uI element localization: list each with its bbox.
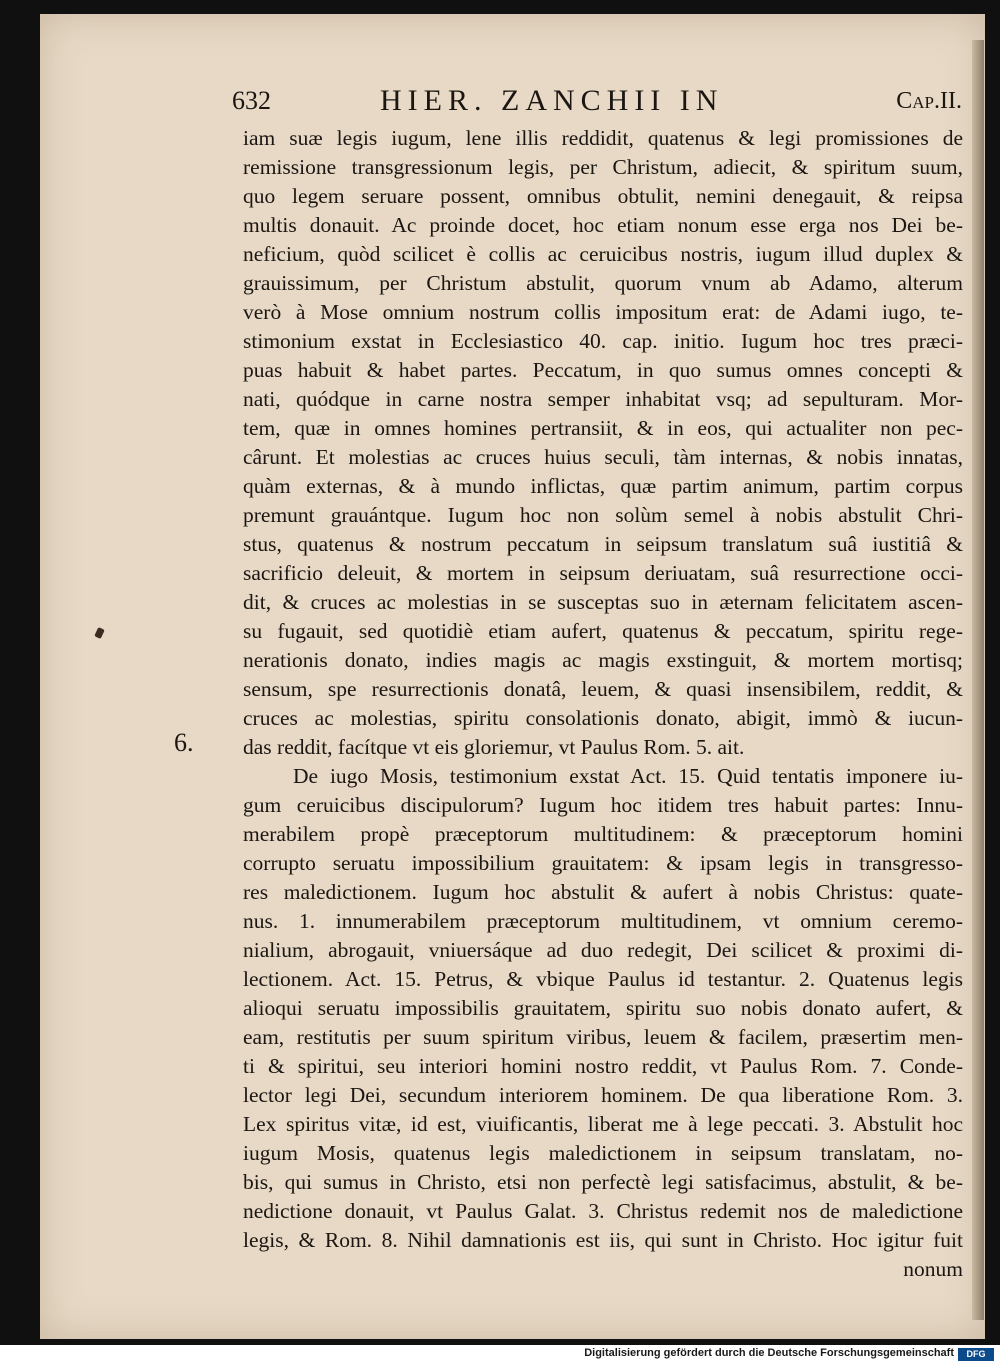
text-line: stus, quatenus & nostrum peccatum in seipsum translatum suâ iustitiâ & bbox=[243, 532, 963, 556]
margin-note: 6. bbox=[174, 728, 194, 757]
text-line: quo legem seruare possent, omnibus obtulit, nemini denegauit, & reipsa bbox=[243, 184, 963, 208]
text-line: lectionem. Act. 15. Petrus, & vbique Paulus id testantur. 2. Quatenus legis bbox=[243, 967, 963, 991]
text-line: nati, quódque in carne nostra semper inhabitat vsq; ad sepulturam. Mor- bbox=[243, 387, 963, 411]
footer-bar bbox=[0, 1345, 1000, 1364]
text-line: multis donauit. Ac proinde docet, hoc etiam nonum esse erga nos Dei be- bbox=[243, 213, 963, 237]
text-line: ti & spiritui, seu interiori homini nostro reddit, vt Paulus Rom. 7. Conde- bbox=[243, 1054, 963, 1078]
text-line: nus. 1. innumerabilem præceptorum multitudinem, vt omnium ceremo- bbox=[243, 909, 963, 933]
text-line: cârunt. Et molestias ac cruces huius seculi, tàm internas, & nobis innatas, bbox=[243, 445, 963, 469]
text-line: grauissimum, per Christum abstulit, quorum vnum ab Adamo, alterum bbox=[243, 271, 963, 295]
text-line: nedictione donauit, vt Paulus Galat. 3. Christus redemit nos de maledictione bbox=[243, 1199, 963, 1223]
text-line: cruces ac molestias, spiritu consolationis donato, abigit, immò & iucun- bbox=[243, 706, 963, 730]
chapter-label: Cap.II. bbox=[896, 88, 962, 114]
text-line: alioqui seruatu impossibilis grauitatem, spiritu suo nobis donato aufert, & bbox=[243, 996, 963, 1020]
text-line: puas habuit & habet partes. Peccatum, in quo sumus omnes concepti & bbox=[243, 358, 963, 382]
text-line: verò à Mose omnium nostrum collis impositum erat: de Adami iugo, te- bbox=[243, 300, 963, 324]
dfg-logo-icon: DFG bbox=[958, 1348, 994, 1361]
page-edge bbox=[972, 40, 984, 1320]
page-number: 632 bbox=[232, 86, 271, 115]
text-line: remissione transgressionum legis, per Christum, adiecit, & spiritum suum, bbox=[243, 155, 963, 179]
text-line: quàm externas, & à mundo inflictas, quæ partim animum, partim corpus bbox=[243, 474, 963, 498]
text-line: merabilem propè præceptorum multitudinem: & præceptorum homini bbox=[243, 822, 963, 846]
text-line: eam, restitutis per suum spiritum viribus, leuem & facilem, præsertim men- bbox=[243, 1025, 963, 1049]
text-line: corrupto seruatu impossibilium grauitatem: & ipsam legis in transgresso- bbox=[243, 851, 963, 875]
text-line: sensum, spe resurrectionis donatâ, leuem, & quasi insensibilem, reddit, & bbox=[243, 677, 963, 701]
page-header bbox=[232, 84, 962, 124]
text-line: neficium, quòd scilicet è collis ac ceruicibus nostris, iugum illud duplex & bbox=[243, 242, 963, 266]
text-line: gum ceruicibus discipulorum? Iugum hoc itidem tres habuit partes: Innu- bbox=[243, 793, 963, 817]
text-line: De iugo Mosis, testimonium exstat Act. 15. Quid tentatis imponere iu- bbox=[293, 764, 963, 788]
catchword: nonum bbox=[903, 1257, 963, 1281]
body-text bbox=[243, 124, 963, 1284]
running-title: HIER. ZANCHII IN bbox=[380, 84, 724, 117]
text-line: iugum Mosis, quatenus legis maledictionem in seipsum translatam, no- bbox=[243, 1141, 963, 1165]
text-line: tem, quæ in omnes homines pertransiit, & in eos, qui actualiter non pec- bbox=[243, 416, 963, 440]
text-line: sacrificio deleuit, & mortem in seipsum deriuatam, suâ resurrectione occi- bbox=[243, 561, 963, 585]
text-line: dit, & cruces ac molestias in se susceptas suo in æternam felicitatem ascen- bbox=[243, 590, 963, 614]
text-line: nialium, abrogauit, vniuersáque ad duo redegit, Dei scilicet & proximi di- bbox=[243, 938, 963, 962]
text-line: res maledictionem. Iugum hoc abstulit & aufert à nobis Christus: quate- bbox=[243, 880, 963, 904]
text-line: iam suæ legis iugum, lene illis reddidit, quatenus & legi promissiones de bbox=[243, 126, 963, 150]
text-line: lector legi Dei, secundum interiorem hominem. De qua liberatione Rom. 3. bbox=[243, 1083, 963, 1107]
text-line: stimonium exstat in Ecclesiastico 40. cap. initio. Iugum hoc tres præci- bbox=[243, 329, 963, 353]
text-line: das reddit, facítque vt eis gloriemur, vt Paulus Rom. 5. ait. bbox=[243, 735, 745, 759]
text-line: premunt grauántque. Iugum hoc non solùm semel à nobis abstulit Chri- bbox=[243, 503, 963, 527]
text-line: Lex spiritus vitæ, id est, viuificantis, liberat me à lege peccati. 3. Abstulit hoc bbox=[243, 1112, 963, 1136]
text-line: su fugauit, sed quotidiè etiam aufert, quatenus & peccatum, spiritu rege- bbox=[243, 619, 963, 643]
text-line: legis, & Rom. 8. Nihil damnationis est iis, qui sunt in Christo. Hoc igitur fuit bbox=[243, 1228, 963, 1252]
text-line: nerationis donato, indies magis ac magis exstinguit, & mortem mortisq; bbox=[243, 648, 963, 672]
text-line: bis, qui sumus in Christo, etsi non perfectè legi satisfacimus, abstulit, & be- bbox=[243, 1170, 963, 1194]
funding-credit: Digitalisierung gefördert durch die Deutsche Forschungsgemeinschaft bbox=[584, 1347, 954, 1359]
